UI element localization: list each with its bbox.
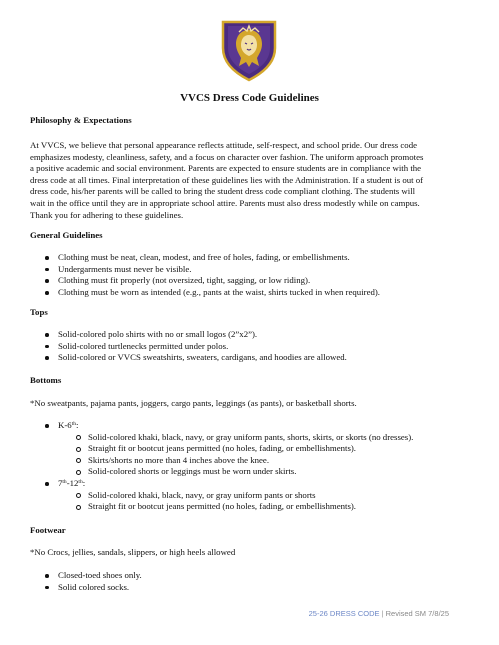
bottoms-heading: Bottoms — [30, 375, 62, 385]
footwear-note: *No Crocs, jellies, sandals, slippers, or high heels allowed — [30, 547, 236, 557]
bottoms-note: *No sweatpants, pajama pants, joggers, cargo pants, leggings (as pants), or basketball shorts. — [30, 398, 357, 408]
list-item: Clothing must be worn as intended (e.g., pants at the waist, shirts tucked in when required). — [30, 287, 476, 299]
lion-crest-icon — [219, 18, 279, 82]
footer-revision: Revised SM 7/8/25 — [385, 609, 449, 618]
general-heading: General Guidelines — [30, 230, 103, 240]
page-footer — [309, 609, 449, 619]
list-item: Closed-toed shoes only. — [30, 570, 476, 582]
list-item: Solid-colored polo shirts with no or small logos (2”x2”). — [30, 329, 476, 341]
grade-group-7-12: 7th-12th: — [30, 478, 476, 490]
philosophy-line: emphasizes modesty, cleanliness, safety, and a focus on character over fashion. The uniform approach promotes — [30, 151, 424, 162]
philosophy-line: wait in the office until they are in appropriate school attire. Parents must also dress modestly while on campus. — [30, 197, 420, 208]
philosophy-line: At VVCS, we believe that personal appearance reflects attitude, self-respect, and school pride. Our dress code — [30, 140, 418, 150]
footer-separator: | — [379, 609, 386, 618]
list-item: Solid colored socks. — [30, 582, 476, 594]
bottoms-list — [30, 420, 476, 513]
footer-title: 25-26 DRESS CODE — [308, 609, 380, 618]
grade-group-k6: K-6th: — [30, 420, 476, 432]
list-item: Straight fit or bootcut jeans permitted (no holes, fading, or embellishments). — [30, 443, 476, 455]
page-title: VVCS Dress Code Guidelines — [180, 92, 319, 104]
philosophy-line: a positive academic and social environment. Parents are expected to ensure students are in compliance with the — [30, 163, 422, 174]
philosophy-line: Thank you for adhering to these guidelines. — [30, 209, 184, 220]
philosophy-heading: Philosophy & Expectations — [30, 115, 132, 125]
general-list — [30, 252, 476, 298]
philosophy-line: dress code at all times. Final interpretation of these guidelines lies with the Administration. If a student is out of — [30, 174, 424, 185]
tops-heading: Tops — [30, 307, 48, 317]
list-item: Solid-colored khaki, black, navy, or gray uniform pants or shorts — [30, 490, 476, 502]
list-item: Clothing must fit properly (not oversized, tight, sagging, or low riding). — [30, 275, 476, 287]
list-item: Skirts/shorts no more than 4 inches above the knee. — [30, 455, 476, 467]
list-item: Undergarments must never be visible. — [30, 264, 476, 276]
philosophy-line: dress code, his/her parents will be called to bring the student dress code compliant clothing. The students will — [30, 186, 416, 197]
list-item: Solid-colored turtlenecks permitted under polos. — [30, 341, 476, 353]
list-item: Clothing must be neat, clean, modest, and free of holes, fading, or embellishments. — [30, 252, 476, 264]
list-item: Solid-colored khaki, black, navy, or gray uniform pants, shorts, skirts, or skorts (no dresses). — [30, 432, 476, 444]
list-item: Solid-colored shorts or leggings must be worn under skirts. — [30, 466, 476, 478]
footwear-heading: Footwear — [30, 525, 66, 535]
tops-list — [30, 329, 476, 364]
list-item: Solid-colored or VVCS sweatshirts, sweaters, cardigans, and hoodies are allowed. — [30, 352, 476, 364]
philosophy-paragraph — [30, 140, 476, 221]
footwear-list — [30, 570, 476, 593]
list-item: Straight fit or bootcut jeans permitted (no holes, fading, or embellishments). — [30, 501, 476, 513]
